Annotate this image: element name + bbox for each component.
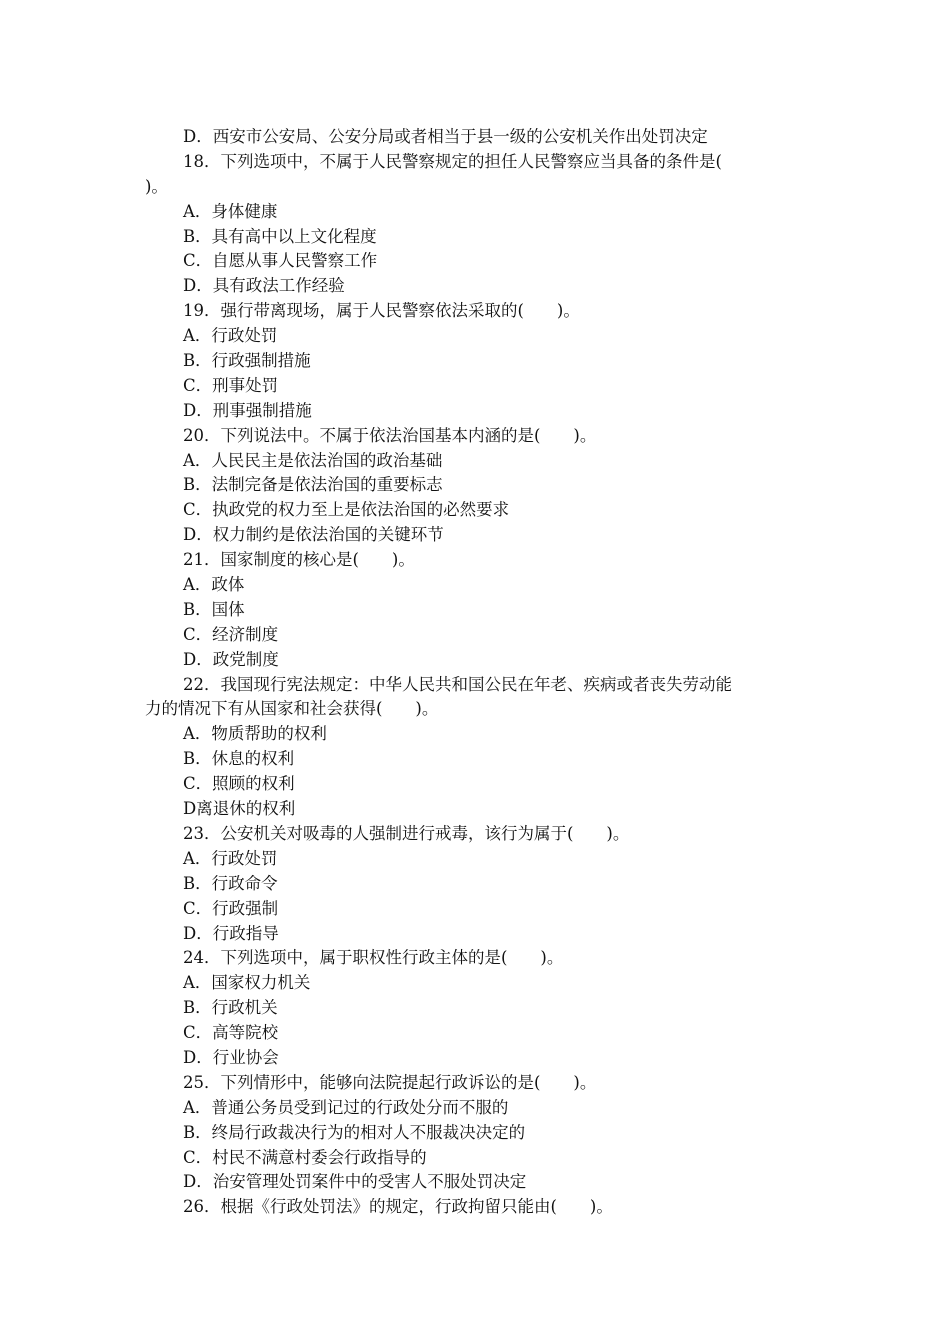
option-line: C．村民不满意村委会行政指导的 [183,1147,427,1167]
option-line: A．国家权力机关 [183,973,311,993]
option-line: B．行政命令 [183,873,278,893]
option-line: B．行政机关 [183,998,278,1018]
question-line: 25．下列情形中，能够向法院提起行政诉讼的是( )。 [183,1072,597,1092]
option-line: C．自愿从事人民警察工作 [183,251,378,271]
option-line: A．人民民主是依法治国的政治基础 [183,450,443,470]
option-line: C．高等院校 [183,1023,279,1043]
exam-question-list [145,125,810,1220]
option-line: B．法制完备是依法治国的重要标志 [183,475,443,495]
option-line: D．权力制约是依法治国的关键环节 [183,525,444,545]
option-line: D．行政指导 [183,923,279,943]
option-line: A．政体 [183,575,245,595]
question-line: 18．下列选项中，不属于人民警察规定的担任人民警察应当具备的条件是( [183,151,722,171]
option-line: D．政党制度 [183,649,279,669]
question-line: 23．公安机关对吸毒的人强制进行戒毒，该行为属于( )。 [183,823,630,843]
option-line: D．西安市公安局、公安分局或者相当于县一级的公安机关作出处罚决定 [183,127,708,146]
option-line: D．具有政法工作经验 [183,276,345,296]
option-line: C．执政党的权力至上是依法治国的必然要求 [183,500,510,520]
option-line: B．休息的权利 [183,749,295,769]
option-line: A．行政处罚 [183,326,278,346]
option-line: D离退休的权利 [183,799,296,819]
question-line: 20．下列说法中。不属于依法治国基本内涵的是( )。 [183,425,597,445]
question-continuation-line: )。 [145,176,168,196]
question-line: 24．下列选项中，属于职权性行政主体的是( )。 [183,948,564,968]
question-line: 22．我国现行宪法规定：中华人民共和国公民在年老、疾病或者丧失劳动能 [183,674,732,694]
option-line: C．行政强制 [183,898,279,918]
option-line: B．具有高中以上文化程度 [183,226,377,246]
option-line: A．行政处罚 [183,848,278,868]
question-line: 21．国家制度的核心是( )。 [183,550,415,570]
option-line: C．刑事处罚 [183,375,279,395]
option-line: B．行政强制措施 [183,351,311,371]
option-line: A．身体健康 [183,201,278,221]
option-line: D．刑事强制措施 [183,400,312,420]
option-line: B．国体 [183,599,245,619]
option-line: A．物质帮助的权利 [183,724,327,744]
option-line: D．行业协会 [183,1047,279,1067]
question-line: 26．根据《行政处罚法》的规定，行政拘留只能由( )。 [183,1197,613,1217]
option-line: C．经济制度 [183,624,279,644]
option-line: A．普通公务员受到记过的行政处分而不服的 [183,1097,509,1117]
option-line: C．照顾的权利 [183,774,295,794]
question-continuation-line: 力的情况下有从国家和社会获得( )。 [145,699,439,719]
option-line: D．治安管理处罚案件中的受害人不服处罚决定 [183,1172,527,1192]
question-line: 19．强行带离现场，属于人民警察依法采取的( )。 [183,301,580,321]
option-line: B．终局行政裁决行为的相对人不服裁决决定的 [183,1122,526,1142]
